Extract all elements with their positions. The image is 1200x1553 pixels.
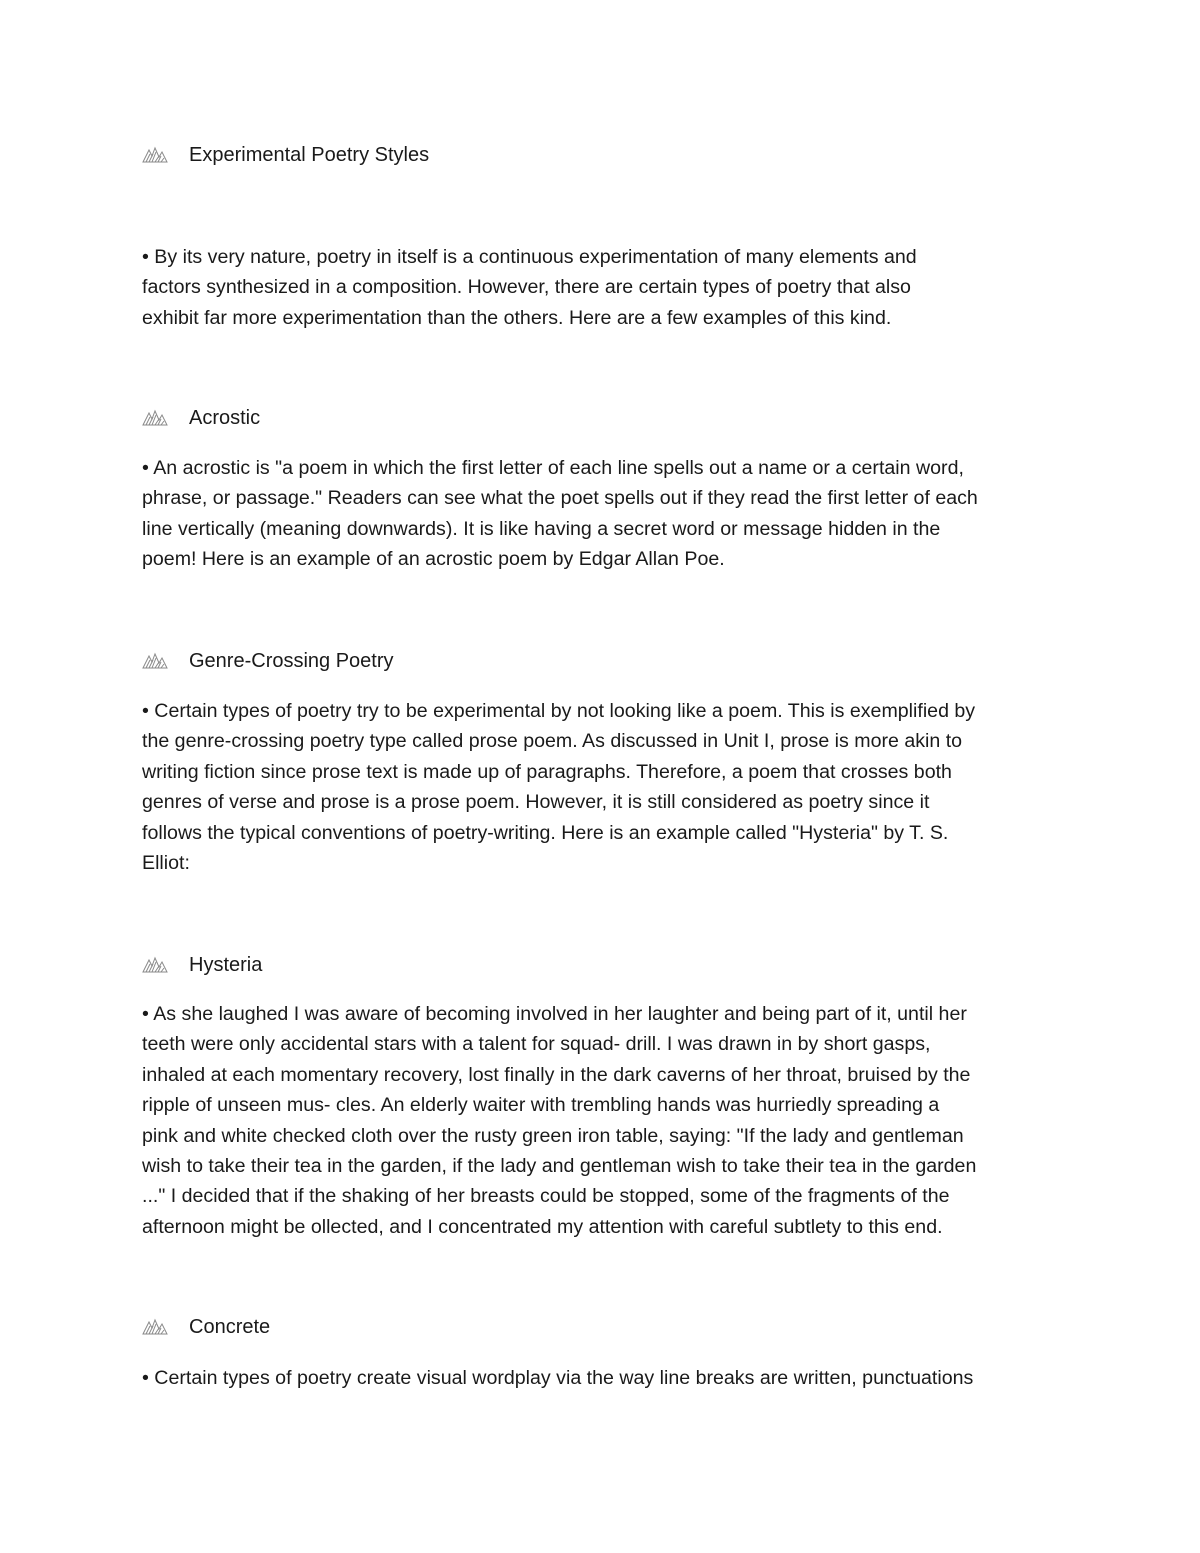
paragraph-line: genres of verse and prose is a prose poem. However, it is still considered as poetry since it [142,791,930,814]
section-title: Concrete [189,1316,271,1338]
section-heading-acrostic [142,403,260,433]
section-heading-concrete [142,1312,270,1342]
paragraph-line: writing fiction since prose text is made up of paragraphs. Therefore, a poem that crosses both [142,760,952,783]
paragraph-line: • Certain types of poetry try to be experimental by not looking like a poem. This is exemplified by [142,700,976,722]
paragraph-line: pink and white checked cloth over the rusty green iron table, saying: "If the lady and gentleman [142,1124,964,1147]
paragraph-line: Elliot: [142,852,190,875]
section-paragraph-acrostic [142,453,978,575]
paragraph-line: factors synthesized in a composition. However, there are certain types of poetry that also [142,276,911,299]
section-paragraph-genre-crossing-poetry [142,696,975,878]
hand-pointing-icon [142,409,168,427]
paragraph-line: teeth were only accidental stars with a talent for squad- drill. I was drawn in by short gasps, [142,1033,931,1056]
section-title: Genre-Crossing Poetry [189,650,394,672]
paragraph-line: the genre-crossing poetry type called prose poem. As discussed in Unit I, prose is more akin to [142,730,963,753]
paragraph-line: • As she laughed I was aware of becoming involved in her laughter and being part of it, until her [142,1003,967,1025]
paragraph-line: inhaled at each momentary recovery, lost finally in the dark caverns of her throat, bruised by the [142,1063,971,1086]
paragraph-line: ..." I decided that if the shaking of her breasts could be stopped, some of the fragments of the [142,1185,950,1208]
paragraph-line: follows the typical conventions of poetry-writing. Here is an example called "Hysteria" by T. S. [142,821,949,844]
paragraph-line: afternoon might be ollected, and I concentrated my attention with careful subtlety to this end. [142,1215,943,1238]
section-heading-genre-crossing-poetry [142,646,394,676]
paragraph-line: phrase, or passage." Readers can see what the poet spells out if they read the first letter of each [142,487,978,510]
paragraph-line: line vertically (meaning downwards). It is like having a secret word or message hidden in the [142,517,941,540]
paragraph-line: ripple of unseen mus- cles. An elderly waiter with trembling hands was hurriedly spreading a [142,1094,940,1117]
section-title: Hysteria [189,954,263,976]
section-paragraph-concrete [142,1363,973,1393]
section-paragraph-experimental-poetry-styles [142,242,917,333]
paragraph-line: wish to take their tea in the garden, if the lady and gentleman wish to take their tea in the garden [142,1155,977,1178]
paragraph-line: poem! Here is an example of an acrostic poem by Edgar Allan Poe. [142,548,725,571]
section-title: Acrostic [189,407,261,429]
hand-pointing-icon [142,1318,168,1336]
section-heading-hysteria [142,950,262,980]
paragraph-line: • By its very nature, poetry in itself is a continuous experimentation of many elements and [142,246,917,268]
hand-pointing-icon [142,652,168,670]
paragraph-line: • Certain types of poetry create visual wordplay via the way line breaks are written, punctuations [142,1367,974,1389]
paragraph-line: exhibit far more experimentation than the others. Here are a few examples of this kind. [142,306,892,329]
hand-pointing-icon [142,956,168,974]
section-heading-experimental-poetry-styles [142,140,429,170]
hand-pointing-icon [142,146,168,164]
section-paragraph-hysteria [142,999,976,1242]
section-title: Experimental Poetry Styles [189,144,430,166]
paragraph-line: • An acrostic is "a poem in which the first letter of each line spells out a name or a certain word, [142,457,964,479]
